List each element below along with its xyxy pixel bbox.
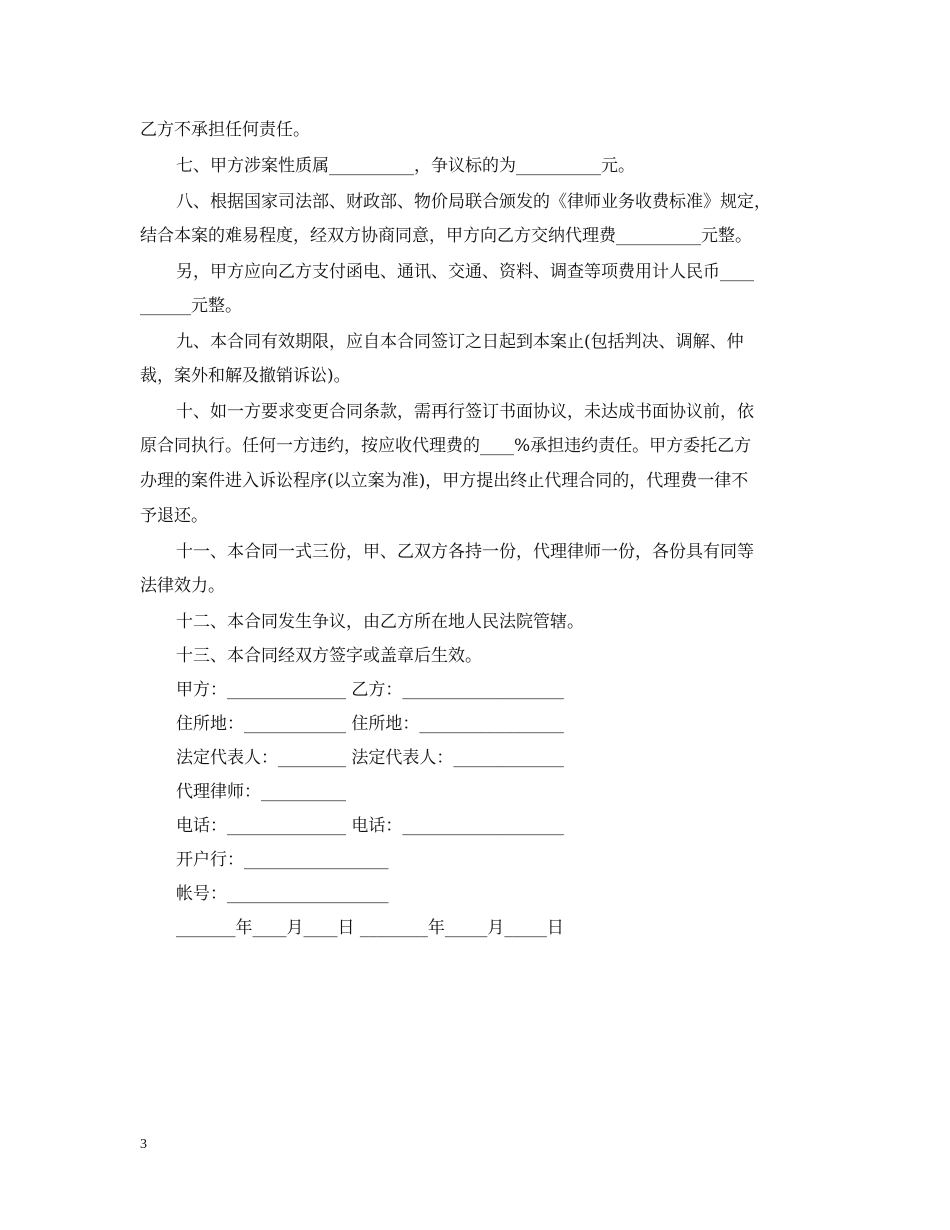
clause-11-line-1: 十一、本合同一式三份，甲、乙双方各持一份，代理律师一份，各份具有同等	[176, 542, 754, 562]
clause-9-line-2: 裁，案外和解及撤销诉讼)。	[140, 366, 351, 386]
party-names-line: 甲方：______________ 乙方：___________________	[176, 680, 564, 700]
extra-fees-line-2: ______元整。	[140, 296, 242, 316]
phone-line: 电话：______________ 电话：___________________	[176, 816, 564, 836]
account-number-line: 帐号：___________________	[176, 884, 389, 904]
agent-lawyer-line: 代理律师：__________	[176, 782, 346, 802]
clause-10-line-3: 办理的案件进入诉讼程序(以立案为准)，甲方提出终止代理合同的，代理费一律不	[140, 471, 749, 491]
clause-10-line-4: 予退还。	[140, 506, 208, 526]
clause-10-line-1: 十、如一方要求变更合同条款，需再行签订书面协议，未达成书面协议前，依	[176, 402, 754, 422]
clause-8-line-1: 八、根据国家司法部、财政部、物价局联合颁发的《律师业务收费标准》规定，	[176, 192, 771, 212]
text-line-continuation: 乙方不承担任何责任。	[140, 120, 310, 140]
signature-date-line: _______年____月____日 ________年_____月_____日	[176, 918, 564, 938]
address-line: 住所地：____________ 住所地：_________________	[176, 714, 564, 734]
extra-fees-line-1: 另，甲方应向乙方支付函电、通讯、交通、资料、调查等项费用计人民币____	[176, 262, 754, 282]
clause-11-line-2: 法律效力。	[140, 576, 225, 596]
clause-8-line-2: 结合本案的难易程度，经双方协商同意，甲方向乙方交纳代理费__________元整。	[140, 226, 752, 246]
bank-line: 开户行：_________________	[176, 850, 389, 870]
legal-representative-line: 法定代表人：________ 法定代表人：_____________	[176, 748, 564, 768]
clause-10-line-2: 原合同执行。任何一方违约，按应收代理费的____%承担违约责任。甲方委托乙方	[140, 436, 752, 456]
clause-13-line: 十三、本合同经双方签字或盖章后生效。	[176, 646, 482, 666]
clause-7-line: 七、甲方涉案性质属__________，争议标的为__________元。	[176, 156, 635, 176]
clause-12-line: 十二、本合同发生争议，由乙方所在地人民法院管辖。	[176, 612, 584, 632]
page-number: 3	[140, 1137, 147, 1152]
clause-9-line-1: 九、本合同有效期限，应自本合同签订之日起到本案止(包括判决、调解、仲	[176, 332, 744, 352]
